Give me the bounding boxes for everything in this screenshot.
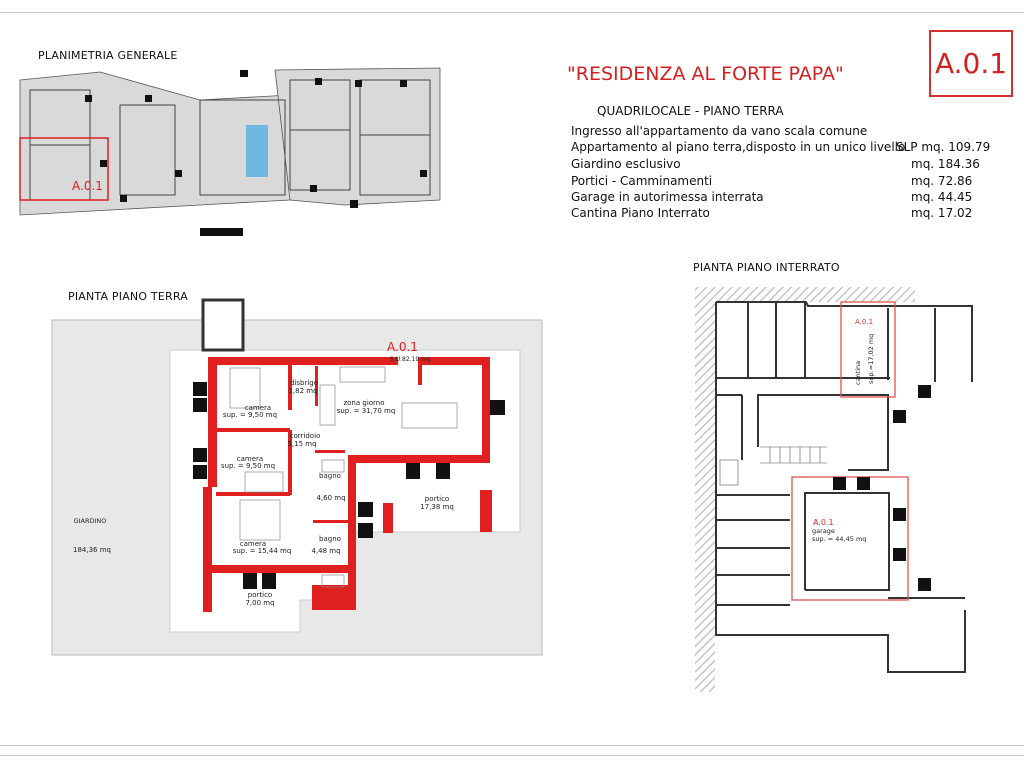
room-area: 1,82 mq bbox=[288, 387, 318, 395]
spec-label: Ingresso all'appartamento da vano scala comune bbox=[571, 124, 868, 138]
spec-value: mq. 72.86 bbox=[911, 174, 973, 188]
bottom-rule bbox=[0, 745, 1024, 746]
project-title: "RESIDENZA AL FORTE PAPA" bbox=[567, 63, 844, 85]
spec-label: Giardino esclusivo bbox=[571, 157, 681, 171]
room-name: portico bbox=[247, 591, 273, 599]
subtitle: QUADRILOCALE - PIANO TERRA bbox=[597, 104, 784, 118]
room-name: bagno bbox=[319, 472, 341, 480]
garage-area: sup. = 44,45 mq bbox=[812, 535, 867, 543]
room-name: portico bbox=[424, 495, 450, 503]
room-name: corridoio bbox=[289, 432, 321, 440]
cantina-name: cantina bbox=[854, 360, 862, 385]
room-area: 5,15 mq bbox=[287, 440, 317, 448]
garage-unit-label: A.0.1 bbox=[813, 518, 834, 527]
site-unit-label: A.0.1 bbox=[72, 179, 103, 193]
spec-value: mq. 17.02 bbox=[911, 206, 973, 220]
unit-code: A.0.1 bbox=[934, 47, 1008, 80]
room-area: 4,48 mq bbox=[311, 547, 341, 555]
ground-plan-title: PIANTA PIANO TERRA bbox=[68, 290, 188, 303]
cantina-area: sup.=17,02 mq bbox=[867, 333, 875, 384]
room-name: camera bbox=[236, 455, 264, 463]
room-area: 7,00 mq bbox=[245, 599, 275, 607]
room-name: disbrigo bbox=[289, 379, 319, 387]
room-area: 4,60 mq bbox=[316, 494, 346, 502]
bottom-rule-2 bbox=[0, 755, 1024, 756]
room-name: bagno bbox=[319, 535, 341, 543]
room-name: zona giorno bbox=[343, 399, 385, 407]
cantina-unit-label: A.0.1 bbox=[855, 318, 874, 326]
spec-label: Cantina Piano Interrato bbox=[571, 206, 710, 220]
spec-label: Appartamento al piano terra,disposto in un unico livello bbox=[571, 140, 906, 154]
room-area: sup. = 31,70 mq bbox=[336, 407, 396, 415]
spec-value: mq. 184.36 bbox=[911, 157, 980, 171]
room-name: camera bbox=[244, 404, 272, 412]
room-area: 17,38 mq bbox=[420, 503, 454, 511]
basement-plan-title: PIANTA PIANO INTERRATO bbox=[693, 261, 840, 274]
garage-name: garage bbox=[812, 527, 835, 535]
spec-value: SLP mq. 109.79 bbox=[896, 140, 991, 154]
spec-label: Garage in autorimessa interrata bbox=[571, 190, 764, 204]
spec-label: Portici - Camminamenti bbox=[571, 174, 713, 188]
room-area: sup. = 9,50 mq bbox=[220, 462, 276, 470]
room-area: sup. = 9,50 mq bbox=[222, 411, 278, 419]
garden-area-label: 184,36 mq bbox=[73, 546, 111, 554]
spec-value: mq. 44.45 bbox=[911, 190, 973, 204]
su-area: S.U.82.19 mq bbox=[390, 356, 431, 363]
garden-label: GIARDINO bbox=[73, 517, 107, 525]
basement-pillars bbox=[833, 385, 931, 591]
room-area: sup. = 15,44 mq bbox=[232, 547, 292, 555]
site-plan-title: PLANIMETRIA GENERALE bbox=[38, 49, 178, 62]
room-name: camera bbox=[239, 540, 267, 548]
ground-unit-label: A.0.1 bbox=[387, 340, 418, 354]
